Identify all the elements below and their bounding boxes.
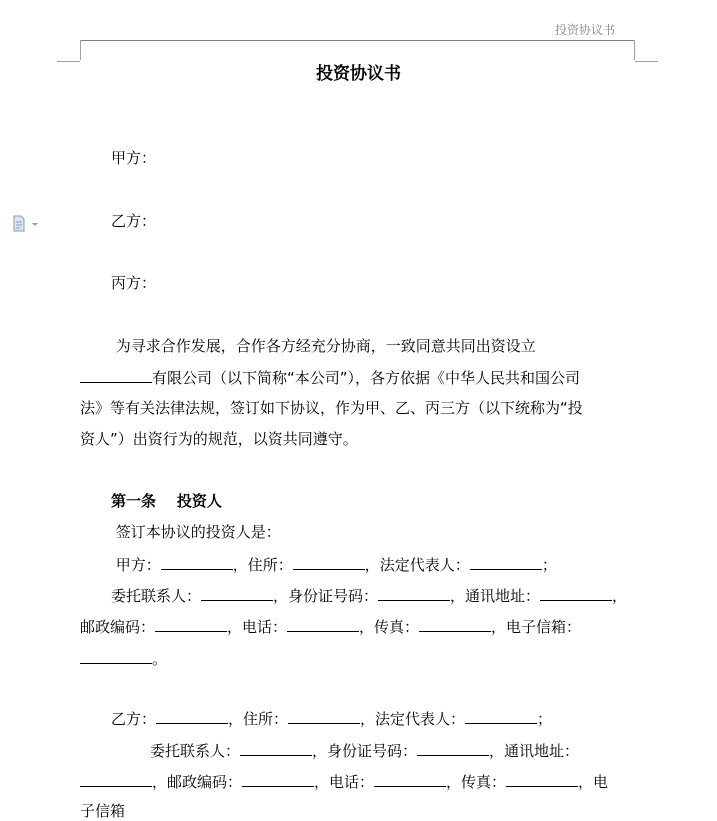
party-b-postal-blank	[242, 771, 314, 787]
party-a-row-1	[111, 554, 557, 575]
party-b-legal-rep-label: ，法定代表人：	[360, 710, 466, 728]
party-b-email-label-partial: ，电	[578, 773, 609, 791]
party-b-row-4-cut: 子信箱	[80, 802, 126, 820]
party-a-email-label: ，电子信箱：	[491, 618, 582, 636]
crop-mark-top-left-v	[80, 40, 81, 60]
party-a-label: 甲方：	[111, 149, 157, 167]
party-b-phone-blank	[374, 771, 446, 787]
party-b-residence-blank	[288, 708, 360, 724]
party-a-contact-blank	[201, 585, 273, 601]
party-a-phone-blank	[287, 616, 359, 632]
party-a-postal-label: 邮政编码：	[80, 618, 156, 636]
party-a-residence-blank	[293, 554, 365, 570]
party-a-row-2-end: ，	[612, 587, 628, 605]
party-a-row-1-end: ；	[541, 556, 557, 574]
party-a-fax-label: ，传真：	[359, 618, 420, 636]
intro-line-1: 为寻求合作发展，合作各方经充分协商，一致同意共同出资设立	[111, 337, 536, 355]
party-a-name-blank	[161, 554, 233, 570]
party-b-id-blank	[417, 740, 489, 756]
party-a-residence-label: ，住所：	[232, 556, 293, 574]
party-b-postal-label: ，邮政编码：	[152, 773, 243, 791]
party-a-contact-label: 委托联系人：	[111, 587, 202, 605]
crop-mark-top-right-h	[635, 61, 658, 62]
party-a-address-blank	[540, 585, 612, 601]
party-b-id-label: ，身份证号码：	[312, 742, 418, 760]
party-b-label: 乙方：	[111, 212, 157, 230]
party-b-residence-label: ，住所：	[228, 710, 289, 728]
crop-mark-top-left-h	[57, 61, 80, 62]
party-a-row-4-end: 。	[152, 650, 168, 668]
intro-line-3: 法》等有关法律法规，签订如下协议，作为甲、乙、丙三方（以下统称为“投	[80, 399, 583, 417]
party-a-phone-label: ，电话：	[227, 618, 288, 636]
company-name-blank	[80, 367, 152, 383]
document-title: 投资协议书	[316, 64, 401, 84]
party-a-email-blank	[80, 648, 152, 664]
article-1-intro: 签订本协议的投资人是：	[111, 523, 281, 541]
party-a-row-4	[80, 648, 167, 669]
party-c-label: 丙方：	[111, 274, 157, 292]
party-b-contact-label: 委托联系人：	[150, 742, 241, 760]
party-a-legal-rep-blank	[470, 554, 542, 570]
intro-line-4: 资人”）出资行为的规范，以资共同遵守。	[80, 430, 358, 448]
party-b-address-blank	[80, 771, 152, 787]
party-b-label-detail: 乙方：	[111, 710, 157, 728]
party-a-fax-blank	[419, 616, 491, 632]
document-dropdown-icon[interactable]	[12, 215, 42, 233]
article-1-heading: 第一条 投资人	[111, 492, 222, 510]
party-b-address-label: ，通讯地址：	[489, 742, 580, 760]
party-b-fax-label: ，传真：	[446, 773, 507, 791]
party-b-row-1	[111, 708, 552, 729]
party-b-row-1-end: ；	[537, 710, 553, 728]
header-rule	[80, 40, 635, 41]
intro-line-2	[80, 367, 580, 388]
party-a-id-label: ，身份证号码：	[273, 587, 379, 605]
intro-line-2-text: 有限公司（以下简称“本公司”），各方依据《中华人民共和国公司	[152, 369, 581, 387]
party-b-name-blank	[156, 708, 228, 724]
running-header: 投资协议书	[555, 23, 616, 37]
party-b-row-3	[80, 771, 608, 792]
party-a-row-2	[111, 585, 627, 606]
party-a-address-label: ，通讯地址：	[450, 587, 541, 605]
party-a-postal-blank	[155, 616, 227, 632]
crop-mark-top-right-v	[634, 40, 635, 60]
party-a-legal-rep-label: ，法定代表人：	[364, 556, 470, 574]
party-b-contact-blank	[240, 740, 312, 756]
party-a-id-blank	[378, 585, 450, 601]
party-a-row-3	[80, 616, 581, 637]
party-b-row-2	[150, 740, 579, 761]
party-a-label-detail: 甲方：	[111, 556, 161, 574]
party-b-legal-rep-blank	[465, 708, 537, 724]
party-b-fax-blank	[506, 771, 578, 787]
party-b-phone-label: ，电话：	[314, 773, 375, 791]
